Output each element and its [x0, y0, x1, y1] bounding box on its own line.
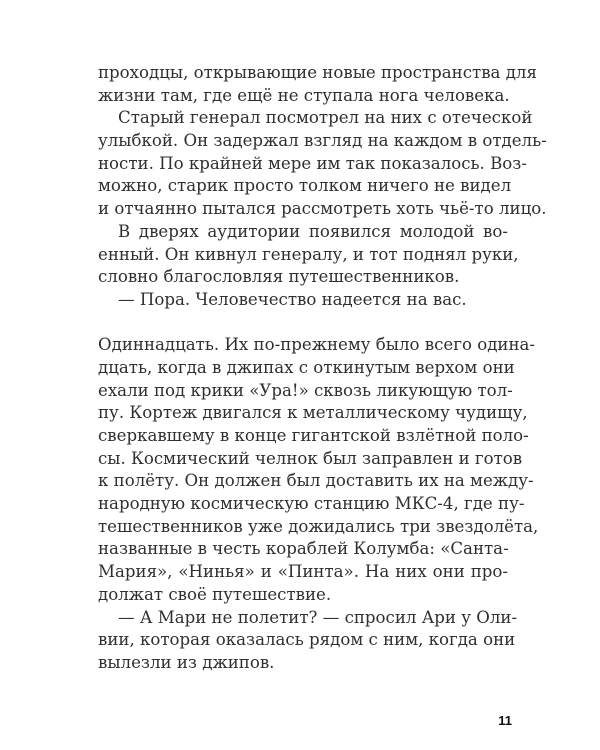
- text-line: улыбкой. Он задержал взгляд на каждом в отдель-: [98, 131, 547, 151]
- text-line: Одиннадцать. Их по-прежнему было всего одина-: [98, 335, 536, 355]
- text-line: вылезли из джипов.: [98, 652, 275, 672]
- text-line: жизни там, где ещё не ступала нога человека.: [98, 85, 510, 105]
- text-line: словно благословляя путешественников.: [98, 267, 460, 287]
- text-line: народную космическую станцию МКС-4, где пу-: [98, 494, 525, 514]
- text-line: тешественников уже дожидались три звездолёта,: [98, 516, 539, 536]
- text-line: ехали под крики «Ура!» сквозь ликующую тол-: [98, 380, 513, 400]
- page-number: 11: [498, 713, 512, 728]
- text-line: сы. Космический челнок был заправлен и готов: [98, 448, 523, 468]
- text-line: Мария», «Нинья» и «Пинта». На них они про-: [98, 562, 508, 582]
- text-line: В дверях аудитории появился молодой во-: [118, 221, 508, 241]
- text-line: вии, которая оказалась рядом с ним, когда они: [98, 630, 516, 650]
- text-line: названные в честь кораблей Колумба: «Санта-: [98, 539, 509, 559]
- text-line: енный. Он кивнул генералу, и тот поднял руки,: [98, 244, 519, 264]
- text-line: проходцы, открывающие новые пространства для: [98, 63, 537, 82]
- text-column: [98, 62, 547, 675]
- text-line: ности. По крайней мере им так показалось. Воз-: [98, 153, 527, 173]
- text-line: должат своё путешествие.: [98, 584, 332, 604]
- text-line: Старый генерал посмотрел на них с отеческой: [118, 108, 533, 128]
- dialogue-line: — А Мари не полетит? — спросил Ари у Оли-: [118, 607, 518, 627]
- text-line: пу. Кортеж двигался к металлическому чудищу,: [98, 403, 528, 423]
- dialogue-line: — Пора. Человечество надеется на вас.: [118, 289, 467, 309]
- text-line: и отчаянно пытался рассмотреть хоть чьё-то лицо.: [98, 199, 547, 219]
- text-line: дцать, когда в джипах с откинутым верхом они: [98, 357, 515, 377]
- text-line: сверкавшему в конце гигантской взлётной поло-: [98, 426, 529, 445]
- text-line: можно, старик просто толком ничего не видел: [98, 176, 512, 196]
- section-break: [98, 312, 508, 335]
- text-line: к полёту. Он должен был доставить их на между-: [98, 471, 534, 491]
